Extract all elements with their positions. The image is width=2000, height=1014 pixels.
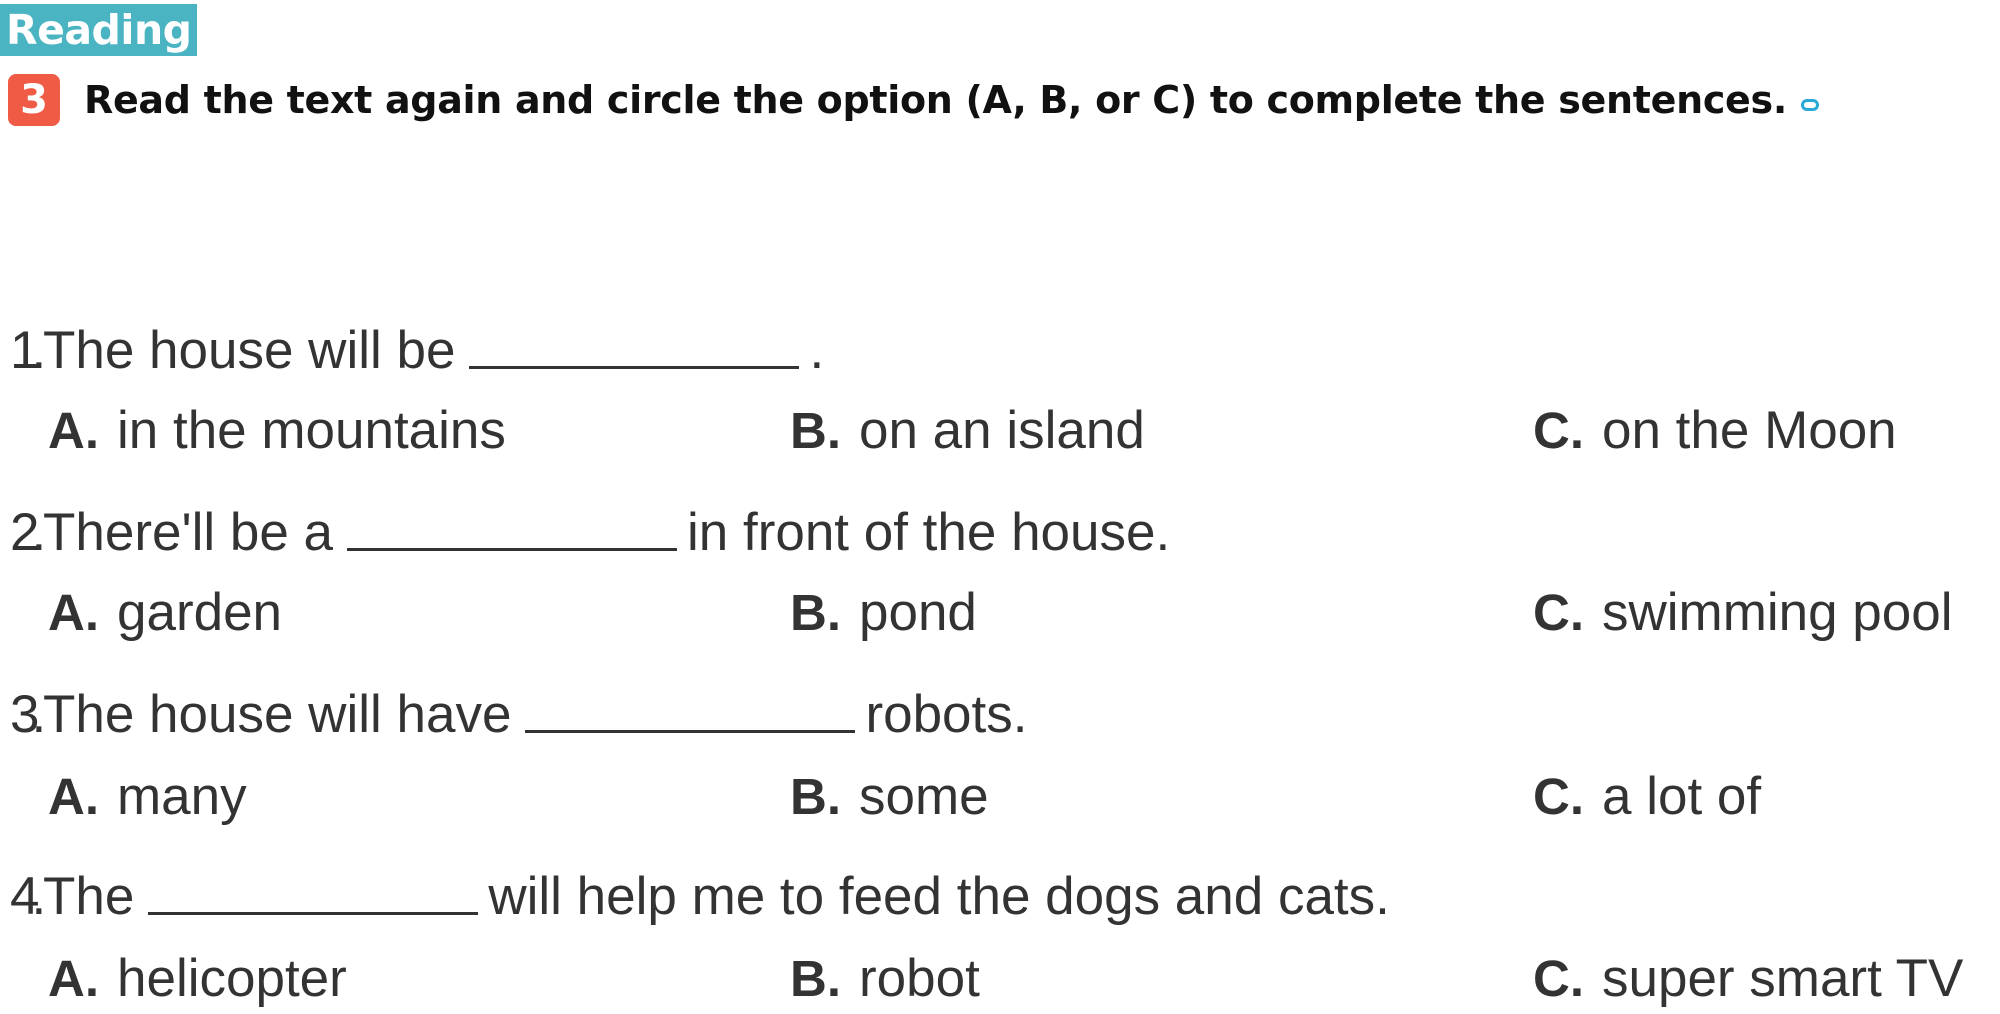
question-number: 1.	[10, 321, 39, 380]
section-label: Reading	[0, 4, 197, 56]
question-text-after: will help me to feed the dogs and cats.	[488, 867, 1390, 926]
option-b[interactable]	[790, 944, 980, 1014]
option-text: some	[859, 767, 989, 826]
question-4	[10, 862, 1390, 932]
option-letter: C.	[1533, 768, 1584, 825]
question-text-before: The house will be	[43, 321, 456, 380]
option-text: on an island	[859, 401, 1145, 460]
option-text: helicopter	[117, 949, 347, 1008]
option-letter: C.	[1533, 584, 1584, 641]
option-text: robot	[859, 949, 980, 1008]
question-3	[10, 680, 1027, 750]
option-b[interactable]	[790, 396, 1145, 466]
question-1	[10, 316, 824, 386]
option-letter: B.	[790, 402, 841, 459]
question-2	[10, 498, 1170, 568]
answer-blank	[148, 862, 478, 915]
answer-blank	[469, 316, 799, 369]
option-text: a lot of	[1602, 767, 1762, 826]
exercise-number-badge: 3	[8, 74, 60, 126]
question-number: 2.	[10, 503, 39, 562]
option-c[interactable]	[1533, 396, 1897, 466]
answer-blank	[525, 680, 855, 733]
option-b[interactable]	[790, 578, 977, 648]
option-a[interactable]	[48, 944, 347, 1014]
option-b[interactable]	[790, 762, 989, 832]
option-text: super smart TV	[1602, 949, 1964, 1008]
option-letter: C.	[1533, 950, 1584, 1007]
instruction-text: Read the text again and circle the option (A, B, or C) to complete the sentences.	[84, 78, 1787, 122]
audio-link-icon[interactable]	[1801, 99, 1819, 111]
option-c[interactable]	[1533, 578, 1953, 648]
option-a[interactable]	[48, 578, 282, 648]
option-letter: A.	[48, 950, 99, 1007]
question-text-before: The house will have	[43, 685, 512, 744]
option-c[interactable]	[1533, 762, 1761, 832]
question-text-after: in front of the house.	[687, 503, 1171, 562]
option-text: on the Moon	[1602, 401, 1897, 460]
question-number: 4.	[10, 867, 39, 926]
option-letter: B.	[790, 950, 841, 1007]
question-text-before: There'll be a	[43, 503, 333, 562]
question-text-after: robots.	[865, 685, 1028, 744]
question-text-after: .	[809, 321, 825, 380]
option-c[interactable]	[1533, 944, 1963, 1014]
option-text: in the mountains	[117, 401, 506, 460]
question-text-before: The	[43, 867, 135, 926]
answer-blank	[347, 498, 677, 551]
question-number: 3.	[10, 685, 39, 744]
option-letter: B.	[790, 584, 841, 641]
exercise-instruction	[8, 72, 1819, 128]
option-letter: A.	[48, 584, 99, 641]
option-letter: A.	[48, 768, 99, 825]
option-letter: C.	[1533, 402, 1584, 459]
option-a[interactable]	[48, 762, 247, 832]
option-letter: B.	[790, 768, 841, 825]
option-text: swimming pool	[1602, 583, 1953, 642]
option-text: many	[117, 767, 247, 826]
option-text: garden	[117, 583, 283, 642]
option-text: pond	[859, 583, 977, 642]
option-a[interactable]	[48, 396, 506, 466]
option-letter: A.	[48, 402, 99, 459]
